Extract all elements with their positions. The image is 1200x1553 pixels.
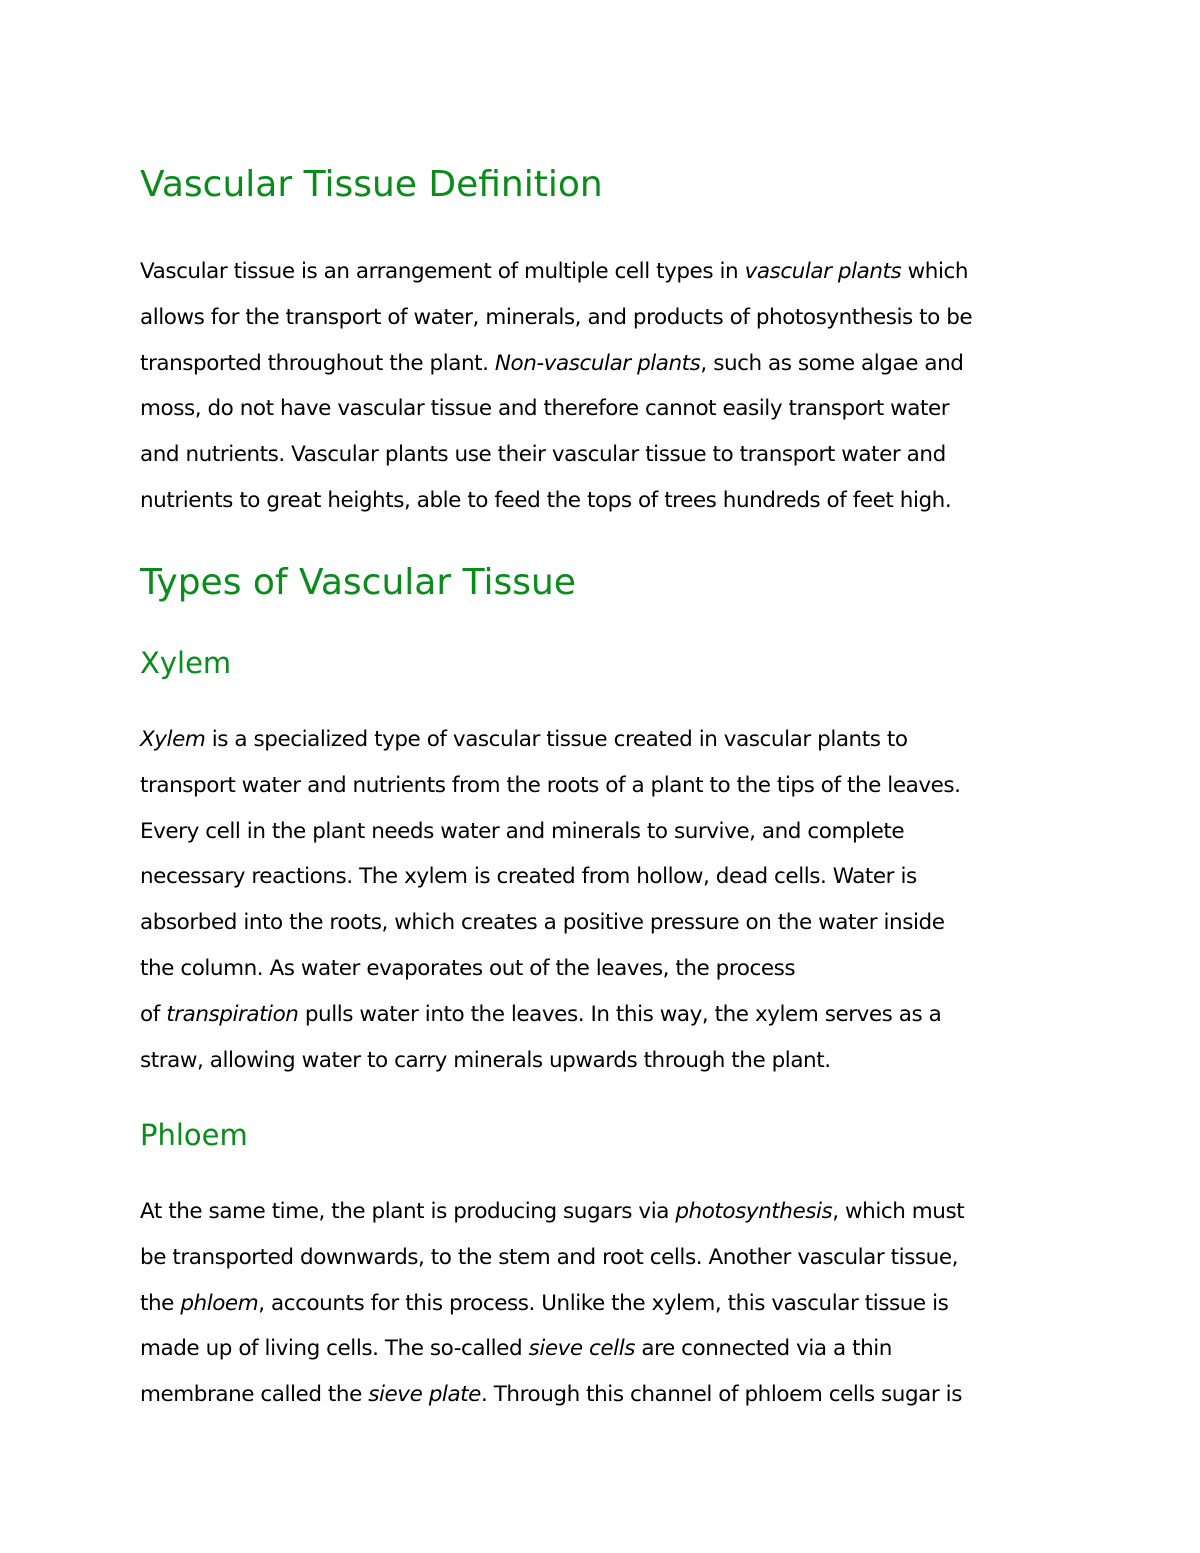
text-line: Vascular tissue is an arrangement of multiple cell types in vascular plants which [140, 259, 969, 284]
text-line: allows for the transport of water, minerals, and products of photosynthesis to be [140, 304, 973, 330]
italic-term: sieve plate [368, 1382, 481, 1408]
text-line: of transpiration pulls water into the leaves. In this way, the xylem serves as a [140, 1001, 942, 1027]
text-line: nutrients to great heights, able to feed the tops of trees hundreds of feet high. [140, 487, 952, 513]
phloem-paragraph [140, 1189, 1060, 1418]
italic-term: photosynthesis [675, 1199, 833, 1224]
xylem-paragraph [140, 717, 1060, 1083]
text-line: the phloem, accounts for this process. Unlike the xylem, this vascular tissue is [140, 1290, 949, 1316]
text-line: the column. As water evaporates out of the leaves, the process [140, 955, 796, 981]
text-line: made up of living cells. The so-called sieve cells are connected via a thin [140, 1336, 892, 1362]
italic-term: Xylem [140, 727, 206, 752]
definition-paragraph [140, 249, 1060, 524]
text-line: moss, do not have vascular tissue and therefore cannot easily transport water [140, 396, 950, 422]
text-line: membrane called the sieve plate. Through this channel of phloem cells sugar is [140, 1382, 962, 1408]
italic-term: sieve cells [528, 1336, 635, 1362]
text-line: Xylem is a specialized type of vascular tissue created in vascular plants to [140, 727, 908, 752]
text-line: and nutrients. Vascular plants use their vascular tissue to transport water and [140, 442, 946, 468]
text-line: absorbed into the roots, which creates a positive pressure on the water inside [140, 910, 945, 936]
italic-term: Non-vascular plants [494, 350, 701, 376]
heading-phloem: Phloem [140, 1118, 248, 1152]
heading-xylem: Xylem [140, 646, 232, 680]
italic-term: transpiration [166, 1001, 299, 1027]
text-line: necessary reactions. The xylem is created from hollow, dead cells. Water is [140, 864, 917, 890]
text-line: transported throughout the plant. Non-vascular plants, such as some algae and [140, 350, 964, 376]
text-line: At the same time, the plant is producing sugars via photosynthesis, which must [140, 1199, 965, 1224]
heading-vascular-tissue-definition: Vascular Tissue Definition [140, 164, 603, 205]
text-line: straw, allowing water to carry minerals upwards through the plant. [140, 1047, 831, 1073]
text-line: Every cell in the plant needs water and minerals to survive, and complete [140, 818, 905, 844]
text-line: be transported downwards, to the stem and root cells. Another vascular tissue, [140, 1244, 958, 1270]
heading-types-of-vascular-tissue: Types of Vascular Tissue [140, 562, 576, 603]
italic-term: vascular plants [744, 259, 902, 284]
text-line: transport water and nutrients from the roots of a plant to the tips of the leaves. [140, 772, 961, 798]
italic-term: phloem [180, 1290, 259, 1316]
